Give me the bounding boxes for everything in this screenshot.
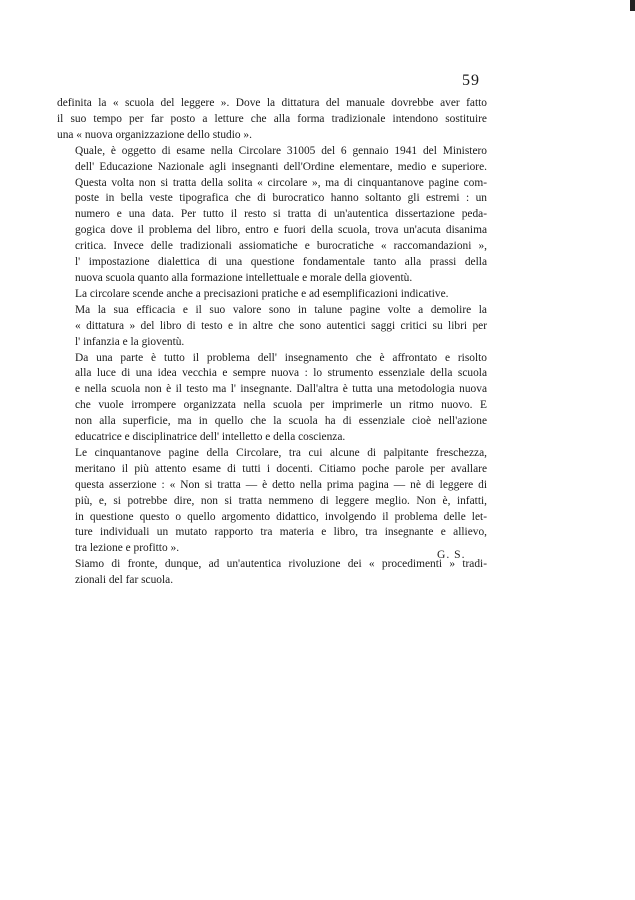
text-line: critica. Invece delle tradizionali assiomatiche e burocratiche « raccomandazioni », — [75, 240, 487, 253]
text-line: definita la « scuola del leggere ». Dove la dittatura del manuale dovrebbe aver fatto — [57, 97, 487, 109]
text-line: più, e, si potrebbe dire, non si tratta nemmeno di leggere meglio. Non è, infatti, — [75, 494, 487, 507]
text-line: Questa volta non si tratta della solita « circolare », ma di cinquantanove pagine com- — [75, 176, 487, 189]
text-line: che vuole irrompere organizzata nella scuola per imprimerle un ritmo nuovo. E — [75, 399, 487, 412]
text-line: questa asserzione : « Non si tratta — è detto nella prima pagina — nè di leggere di — [75, 478, 487, 491]
text-line: meritano il più attento esame di tutti i docenti. Citiamo poche parole per avallare — [75, 462, 487, 475]
text-line: in questione questo o quello argomento didattico, involgendo il problema delle let- — [75, 510, 487, 523]
paragraph — [57, 303, 487, 351]
paragraph — [57, 144, 487, 287]
text-line: dell' Educazione Nazionale agli insegnanti dell'Ordine elementare, medio e superiore. — [75, 160, 487, 173]
paragraph — [57, 351, 487, 446]
text-line: zionali del far scuola. — [75, 574, 174, 587]
text-line: l' infanzia e la gioventù. — [75, 335, 185, 348]
author-signature: G. S. — [437, 548, 466, 561]
paragraph — [57, 96, 487, 144]
scan-edge-mark — [630, 0, 635, 11]
text-line: l' impostazione dialettica di una questione fondamentale tanto alla prassi della — [75, 256, 487, 269]
text-line: una « nuova organizzazione dello studio ». — [57, 128, 252, 141]
article-body — [57, 96, 487, 589]
paragraph — [57, 446, 487, 557]
text-line: poste in bella veste tipografica che di burocratico hanno soltanto gli estremi : un — [75, 192, 487, 205]
text-line: La circolare scende anche a precisazioni pratiche e ad esemplificazioni indicative. — [75, 287, 449, 300]
text-line: educatrice e disciplinatrice dell' intelletto e della coscienza. — [75, 431, 346, 444]
text-line: gogica dove il problema del libro, entro e fuori della scuola, trova un'acuta disanima — [75, 224, 487, 237]
text-line: e nella scuola non è il testo ma l' insegnante. Dall'altra è tutta una metodologia nuova — [75, 383, 487, 396]
text-line: Le cinquantanove pagine della Circolare, tra cui alcune di palpitante freschezza, — [75, 446, 487, 459]
text-line: numero e una data. Per tutto il resto si tratta di un'autentica dissertazione peda- — [75, 208, 487, 221]
text-line: ture individuali un mutato rapporto tra materia e libro, tra insegnante e allievo, — [75, 526, 487, 539]
text-line: alla luce di una idea vecchia e sempre nuova : lo strumento essenziale della scuola — [75, 367, 487, 380]
text-line: tra lezione e profitto ». — [75, 542, 180, 555]
text-line: Quale, è oggetto di esame nella Circolare 31005 del 6 gennaio 1941 del Ministero — [75, 144, 487, 157]
page-number: 59 — [462, 72, 480, 89]
text-line: Siamo di fronte, dunque, ad un'autentica rivoluzione dei « procedimenti » tradi- — [75, 558, 487, 571]
paragraph — [57, 557, 487, 589]
text-line: Da una parte è tutto il problema dell' insegnamento che è affrontato e risolto — [75, 351, 487, 364]
text-line: nuova scuola quanto alla formazione intellettuale e morale della gioventù. — [75, 271, 413, 284]
text-line: il suo tempo per far posto a letture che alla forma tradizionale intendono sostituire — [57, 112, 487, 125]
text-line: Ma la sua efficacia e il suo valore sono in talune pagine volte a demolire la — [75, 303, 487, 316]
text-line: « dittatura » del libro di testo e in altre che sono autentici saggi critici su libri per — [75, 319, 487, 332]
paragraph — [57, 287, 487, 303]
text-line: non alla superficie, ma in quello che la scuola ha di essenziale cioè nell'azione — [75, 415, 487, 428]
